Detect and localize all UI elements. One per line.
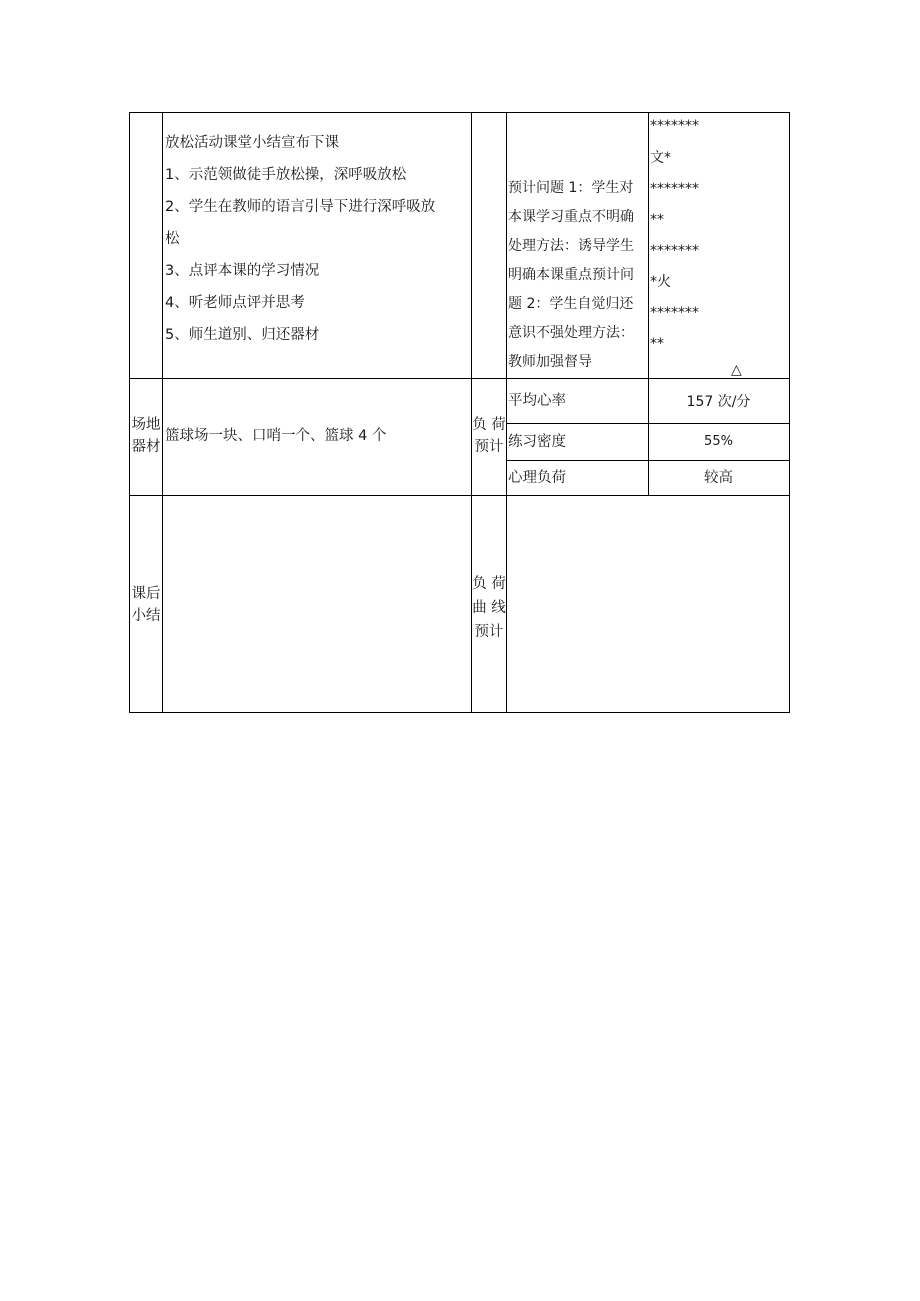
content-line: 松: [165, 231, 180, 247]
venue-label-line: 器材: [131, 439, 161, 455]
content-line: 4、听老师点评并思考: [165, 295, 305, 311]
curve-label-line: 预计: [474, 624, 504, 640]
metric-value: 55%: [704, 434, 733, 449]
venue-equipment-text: 篮球场一块、口哨一个、篮球 4 个: [165, 428, 387, 444]
border-row2-bottom: [129, 495, 790, 496]
star-line: **: [650, 212, 664, 228]
content-line: 放松活动课堂小结宣布下课: [165, 135, 339, 151]
plan-line: 教师加强督导: [508, 354, 592, 370]
plan-line: 预计问题 1：学生对: [508, 180, 634, 196]
load-label-line: 预计: [474, 439, 504, 455]
star-line: *******: [650, 118, 699, 134]
summary-label-line: 课后: [131, 586, 161, 602]
metric-name: 练习密度: [508, 434, 566, 450]
metric-name: 心理负荷: [508, 470, 566, 486]
star-line: *火: [650, 274, 671, 290]
border-right: [789, 112, 790, 713]
plan-line: 处理方法：诱导学生: [508, 238, 634, 254]
content-line: 2、学生在教师的语言引导下进行深呼吸放: [165, 199, 436, 215]
load-label-line: 负 荷: [472, 417, 506, 433]
obscured-text-column: [650, 113, 788, 360]
plan-line: 明确本课重点预计问: [508, 267, 634, 283]
plan-line: 意识不强处理方法：: [508, 325, 634, 341]
load-forecast-label: [472, 414, 506, 458]
star-line: 文*: [650, 150, 671, 166]
border-bottom: [129, 712, 790, 713]
metric-name: 平均心率: [508, 393, 566, 409]
summary-label-line: 小结: [131, 608, 161, 624]
load-curve-label: [472, 572, 506, 644]
content-line: 3、点评本课的学习情况: [165, 263, 320, 279]
border-col1: [162, 112, 163, 713]
summary-label: [130, 583, 162, 627]
metric-value: 较高: [704, 470, 733, 486]
star-line: *******: [650, 181, 699, 197]
border-metric1-bottom: [506, 423, 790, 424]
star-line: **: [650, 336, 664, 352]
content-line: 5、师生道别、归还器材: [165, 327, 320, 343]
activity-content: [165, 127, 470, 351]
venue-label-line: 场地: [131, 417, 161, 433]
curve-label-line: 曲 线: [472, 600, 506, 616]
star-line: *******: [650, 243, 699, 259]
venue-label: [130, 414, 162, 458]
plan-line: 本课学习重点不明确: [508, 209, 634, 225]
plan-line: 题 2：学生自觉归还: [508, 296, 634, 312]
predicted-problems: [508, 174, 648, 377]
triangle-mark: △: [731, 362, 742, 378]
content-line: 1、示范领做徒手放松操，深呼吸放松: [165, 167, 407, 183]
metric-value: 157 次/分: [686, 394, 751, 410]
border-metric2-bottom: [506, 460, 790, 461]
border-col3: [506, 112, 507, 713]
star-line: *******: [650, 305, 699, 321]
border-row1-bottom: [129, 378, 790, 379]
curve-label-line: 负 荷: [472, 576, 506, 592]
